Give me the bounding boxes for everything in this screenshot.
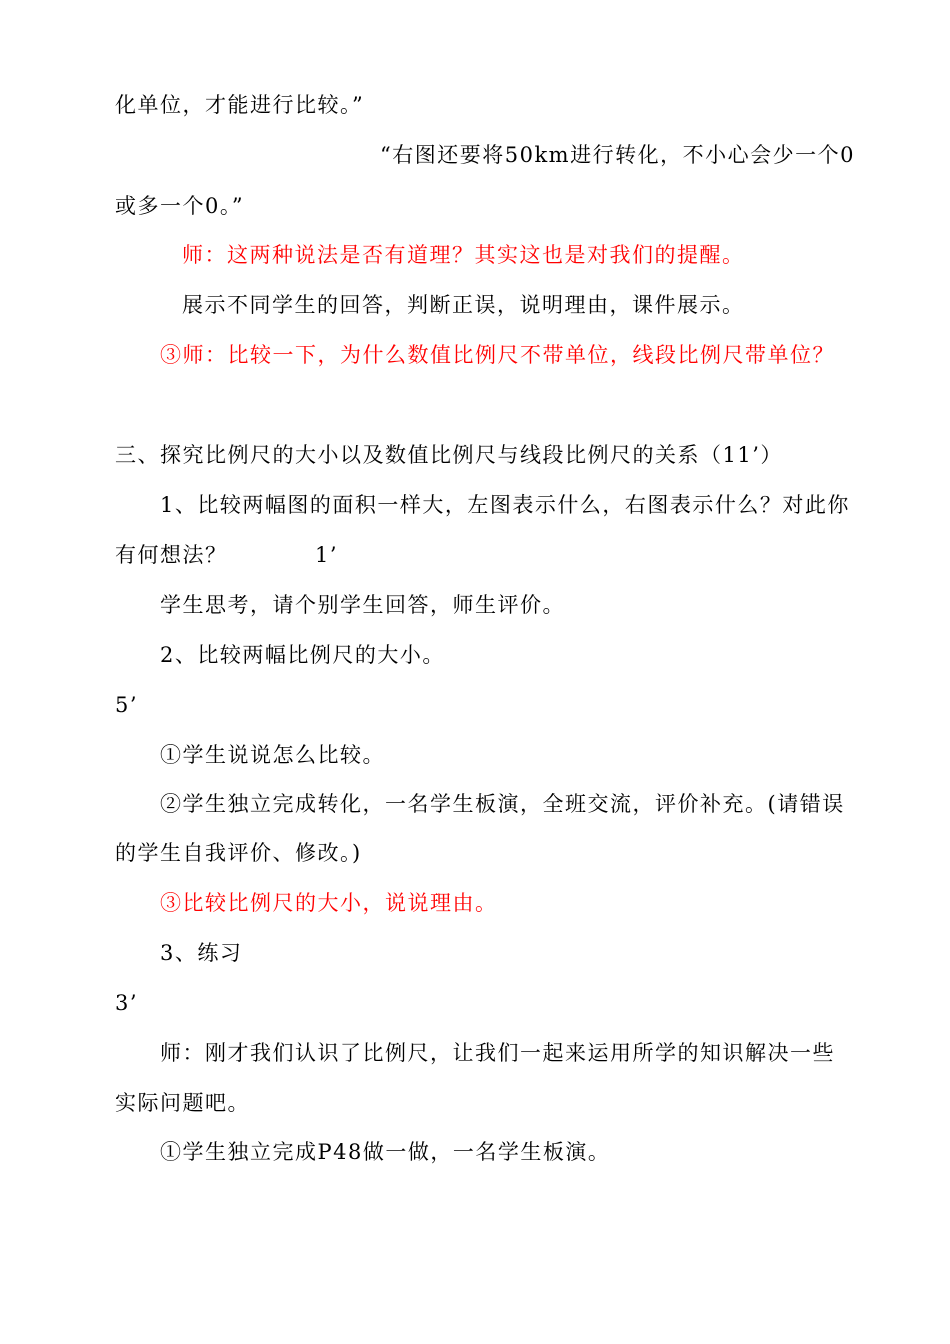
text-line-11: 学生思考，请个别学生回答，师生评价。 (160, 593, 565, 617)
compare-question-red: ③比较比例尺的大小，说说理由。 (160, 891, 498, 915)
text-line-1: 化单位，才能进行比较。” (115, 93, 365, 117)
text-line-14: ①学生说说怎么比较。 (160, 743, 385, 767)
text-line-2: “右图还要将50km进行转化，不小心会少一个0 (380, 143, 855, 167)
text-line-22: ①学生独立完成P48做一做，一名学生板演。 (160, 1140, 611, 1164)
teacher-question-red: ③师：比较一下，为什么数值比例尺不带单位，线段比例尺带单位？ (160, 343, 835, 367)
time-mark-3: 3’ (115, 991, 139, 1015)
text-line-20: 师：刚才我们认识了比例尺，让我们一起来运用所学的知识解决一些 (160, 1041, 835, 1065)
text-line-5: 展示不同学生的回答，判断正误，说明理由，课件展示。 (182, 293, 745, 317)
teacher-note-red: 师：这两种说法是否有道理？其实这也是对我们的提醒。 (182, 243, 745, 267)
text-line-8: 1、比较两幅图的面积一样大，左图表示什么，右图表示什么？对此你 (160, 493, 850, 517)
text-line-16: 的学生自我评价、修改。) (115, 841, 362, 865)
text-line-18: 3、练习 (160, 941, 243, 965)
text-line-15: ②学生独立完成转化，一名学生板演，全班交流，评价补充。(请错误 (160, 792, 845, 816)
text-line-21: 实际问题吧。 (115, 1091, 250, 1115)
text-line-9: 有何想法？ (115, 543, 228, 567)
time-mark-5: 5’ (115, 693, 139, 717)
text-line-3: 或多一个0。” (115, 194, 245, 218)
text-line-12: 2、比较两幅比例尺的大小。 (160, 643, 445, 667)
time-mark-1: 1’ (315, 543, 339, 567)
section-heading-3: 三、探究比例尺的大小以及数值比例尺与线段比例尺的关系（11’） (115, 443, 783, 467)
